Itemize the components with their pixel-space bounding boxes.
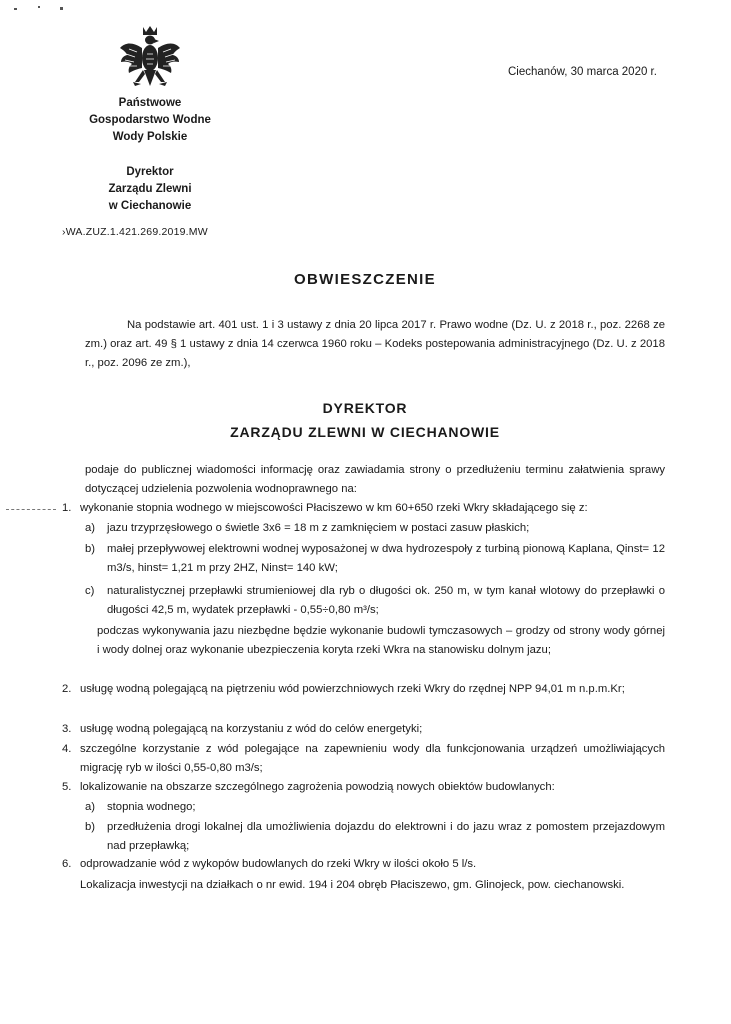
list-item-number: 3. bbox=[62, 723, 72, 735]
authority-line: Zarządu Zlewni bbox=[108, 183, 192, 195]
legal-basis-paragraph bbox=[85, 316, 665, 373]
list-subitem bbox=[85, 540, 665, 580]
date-line: Ciechanów, 30 marca 2020 r. bbox=[508, 66, 657, 78]
list-item-number: b) bbox=[85, 821, 96, 833]
issuer-heading bbox=[160, 396, 570, 444]
scan-speck bbox=[60, 7, 63, 10]
list-note-text: podczas wykonywania jazu niezbędne będzie wykonanie budowli tymczasowych – grodzy od strony wody górnej i wody dolnej oraz wykonanie ubezpieczenia koryta rzeki Wkra na stanowisku dolnym jazu; bbox=[97, 625, 665, 656]
scan-speck bbox=[14, 8, 17, 10]
list-item bbox=[62, 499, 665, 518]
intro-text: podaje do publicznej wiadomości informację oraz zawiadamia strony o przedłużeniu terminu załatwienia sprawy dotyczącej udzielenia pozwolenia wodnoprawnego na: bbox=[85, 464, 665, 495]
scan-mark bbox=[6, 509, 56, 510]
authority-line: w Ciechanowie bbox=[108, 200, 192, 212]
list-item-text: odprowadzanie wód z wykopów budowlanych do rzeki Wkry w ilości około 5 l/s. bbox=[80, 858, 477, 870]
list-item-number: 5. bbox=[62, 781, 72, 793]
scan-speck bbox=[38, 6, 40, 8]
list-subitem bbox=[85, 798, 665, 817]
list-item-number: 1. bbox=[62, 502, 72, 514]
list-item-number: b) bbox=[85, 543, 96, 555]
list-subitem bbox=[85, 818, 665, 858]
list-item-number: 2. bbox=[62, 683, 72, 695]
list-item-text: wykonanie stopnia wodnego w miejscowości Płaciszewo w km 60+650 rzeki Wkry składającego się z: bbox=[80, 502, 588, 514]
list-item bbox=[62, 680, 665, 720]
issuer-line: DYREKTOR bbox=[322, 400, 408, 416]
list-item-text: usługę wodną polegającą na piętrzeniu wód powierzchniowych rzeki Wkry do rzędnej NPP 94,01 m n.p.m.Kr; bbox=[80, 683, 625, 695]
institution-name bbox=[70, 95, 230, 146]
list-item-number: c) bbox=[85, 585, 95, 597]
polish-eagle-emblem bbox=[117, 24, 183, 96]
location-paragraph bbox=[80, 876, 665, 895]
list-item bbox=[62, 740, 665, 780]
institution-line: Gospodarstwo Wodne bbox=[89, 114, 211, 126]
list-item-text: przedłużenia drogi lokalnej dla umożliwienia dojazdu do elektrowni i do jazu wraz z pomostem przejazdowym nad przepławką; bbox=[107, 821, 665, 852]
institution-line: Państwowe bbox=[118, 97, 182, 109]
authority-line: Dyrektor bbox=[126, 166, 174, 178]
list-item-text: lokalizowanie na obszarze szczególnego zagrożenia powodzią nowych obiektów budowlanych: bbox=[80, 781, 555, 793]
list-item-text: jazu trzyprzęsłowego o świetle 3x6 = 18 m z zamknięciem w postaci zasuw płaskich; bbox=[107, 522, 530, 534]
list-item-text: stopnia wodnego; bbox=[107, 801, 196, 813]
list-subitem bbox=[85, 519, 665, 538]
list-item-text: usługę wodną polegającą na korzystaniu z wód do celów energetyki; bbox=[80, 723, 423, 735]
list-item-text: szczególne korzystanie z wód polegające na zapewnieniu wody dla funkcjonowania urządzeń umożliwiających migrację ryb w ilości 0,55-0,80 m3/s; bbox=[80, 743, 665, 774]
list-subitem bbox=[85, 582, 665, 622]
list-item-number: a) bbox=[85, 522, 96, 534]
reference-text: WA.ZUZ.1.421.269.2019.MW bbox=[65, 226, 208, 238]
list-item-text: naturalistycznej przepławki strumieniowej dla ryb o długości ok. 250 m, w tym kanał wlotowy do przepławki o długości 42,5 m, wydatek przepławki - 0,55÷0,80 m³/s; bbox=[107, 585, 665, 616]
list-item bbox=[62, 855, 665, 874]
list-note bbox=[97, 622, 665, 680]
list-item bbox=[62, 778, 665, 797]
intro-paragraph bbox=[85, 461, 665, 499]
list-item-number: a) bbox=[85, 801, 96, 813]
document-title: OBWIESZCZENIE bbox=[294, 271, 436, 288]
institution-line: Wody Polskie bbox=[112, 131, 188, 143]
issuer-line: ZARZĄDU ZLEWNI W CIECHANOWIE bbox=[230, 424, 500, 440]
location-text: Lokalizacja inwestycji na działkach o nr ewid. 194 i 204 obręb Płaciszewo, gm. Glinojeck, pow. ciechanowski. bbox=[80, 879, 625, 891]
list-item-number: 4. bbox=[62, 743, 72, 755]
reference-number bbox=[62, 226, 208, 238]
authority-name bbox=[70, 164, 230, 215]
list-item-text: małej przepływowej elektrowni wodnej wyposażonej w dwa hydrozespoły z turbiną pionową Kaplana, Qinst= 12 m3/s, hinst= 1,21 m przy 2HZ, Ninst= 140 kW; bbox=[107, 543, 665, 574]
reference-mark: › bbox=[62, 226, 66, 238]
list-item-number: 6. bbox=[62, 858, 72, 870]
legal-basis-text: Na podstawie art. 401 ust. 1 i 3 ustawy z dnia 20 lipca 2017 r. Prawo wodne (Dz. U. z 2018 r., poz. 2268 ze zm.) oraz art. 49 § 1 ustawy z dnia 14 czerwca 1960 roku – Kodeks postepowania administracyjnego (Dz. U. z 2018 r., poz. 2096 ze zm.), bbox=[85, 319, 665, 369]
list-item bbox=[62, 720, 665, 739]
